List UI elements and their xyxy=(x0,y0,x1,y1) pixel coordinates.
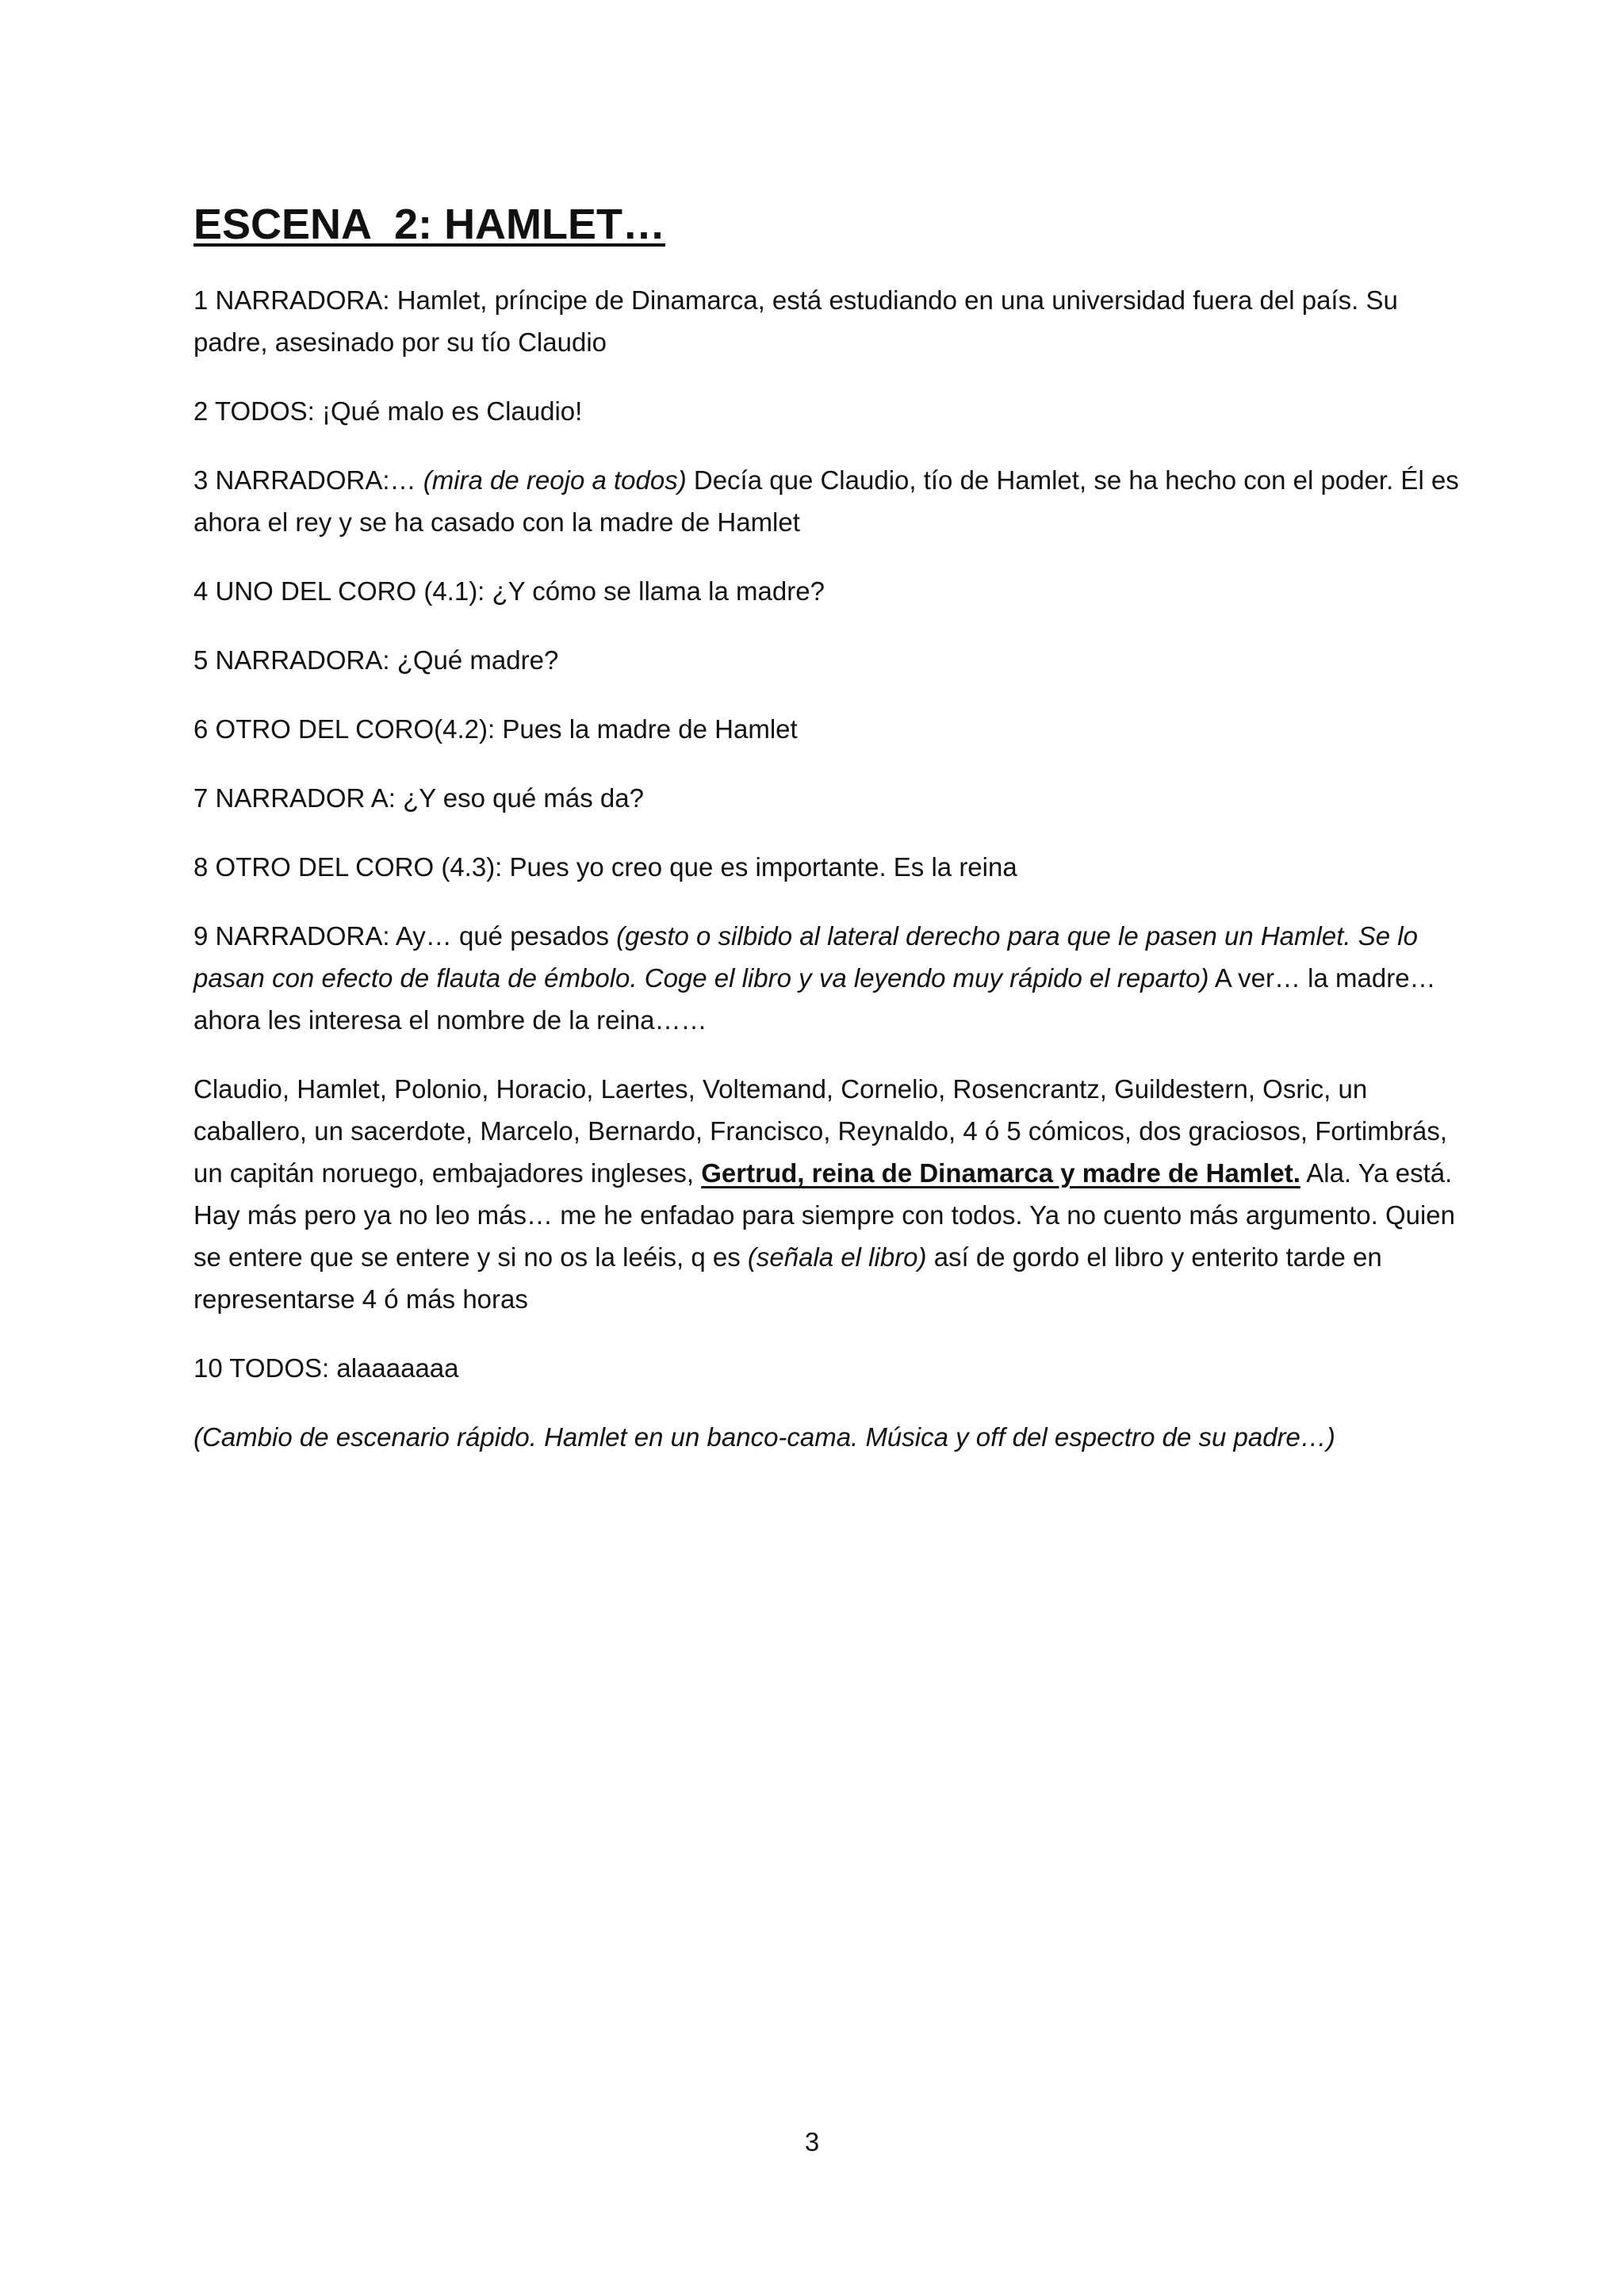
dialogue-line-1 xyxy=(193,279,1462,363)
dialogue-line-6 xyxy=(193,708,1462,750)
dialogue-line-3 xyxy=(193,459,1462,543)
stage-direction: (gesto o silbido al lateral derecho para que le pasen un Hamlet. Se lo pasan con efecto de flauta de émbolo. Coge el libro y va leyendo muy rápido el reparto) xyxy=(193,921,1418,993)
line-text: 1 NARRADORA: Hamlet, príncipe de Dinamarca, está estudiando en una universidad fuera del país. Su padre, asesinado por su tío Claudio xyxy=(193,285,1398,357)
line-text: Decía que Claudio, tío de Hamlet, se ha hecho con el poder. Él es ahora el rey y se ha casado con la madre de Hamlet xyxy=(193,465,1459,537)
cast-list-text: Claudio, Hamlet, Polonio, Horacio, Laertes, Voltemand, Cornelio, Rosencrantz, Guildestern, Osric, un caballero, un sacerdote, Marcelo, Bernardo, Francisco, Reynaldo, 4 ó 5 cómicos, dos graciosos, Fortimbrás, un capitán noruego, embajadores ingleses, xyxy=(193,1074,1448,1188)
dialogue-line-2 xyxy=(193,390,1462,432)
stage-direction: (mira de reojo a todos) xyxy=(423,465,687,495)
line-text: 6 OTRO DEL CORO(4.2): Pues la madre de Hamlet xyxy=(193,714,798,744)
stage-direction: (Cambio de escenario rápido. Hamlet en un banco-cama. Música y off del espectro de su padre…) xyxy=(193,1422,1335,1452)
line-text: 5 NARRADORA: ¿Qué madre? xyxy=(193,645,559,675)
dialogue-line-7 xyxy=(193,777,1462,819)
line-text: A ver… la madre… ahora les interesa el nombre de la reina…… xyxy=(193,963,1436,1035)
line-text: Ala. Ya está. Hay más pero ya no leo más… me he enfadao para siempre con todos. Ya no cuento más argumento. Quien se entere que se entere y si no os la leéis, q es xyxy=(193,1158,1456,1272)
dialogue-line-10 xyxy=(193,1347,1462,1389)
dialogue-line-8 xyxy=(193,846,1462,888)
line-text: 10 TODOS: alaaaaaaa xyxy=(193,1353,459,1383)
line-text: 2 TODOS: ¡Qué malo es Claudio! xyxy=(193,396,583,426)
page-number: 3 xyxy=(804,2127,820,2156)
line-text: 4 UNO DEL CORO (4.1): ¿Y cómo se llama la madre? xyxy=(193,576,825,606)
dialogue-line-9 xyxy=(193,915,1462,1041)
line-text: 8 OTRO DEL CORO (4.3): Pues yo creo que es importante. Es la reina xyxy=(193,852,1017,882)
scene-title: ESCENA 2: HAMLET… xyxy=(193,201,666,248)
cast-list-paragraph xyxy=(193,1068,1462,1320)
line-text: así de gordo el libro y enterito tarde en representarse 4 ó más horas xyxy=(193,1242,1382,1314)
closing-stage-direction xyxy=(193,1416,1462,1458)
line-text: 7 NARRADOR A: ¿Y eso qué más da? xyxy=(193,783,644,813)
dialogue-line-5 xyxy=(193,639,1462,681)
dialogue-line-4 xyxy=(193,570,1462,612)
highlighted-cast-member: Gertrud, reina de Dinamarca y madre de Hamlet. xyxy=(701,1158,1300,1188)
line-text: 9 NARRADORA: Ay… qué pesados xyxy=(193,921,617,951)
line-text: 3 NARRADORA:… xyxy=(193,465,423,495)
stage-direction: (señala el libro) xyxy=(747,1242,927,1272)
document-body xyxy=(193,198,1462,1485)
